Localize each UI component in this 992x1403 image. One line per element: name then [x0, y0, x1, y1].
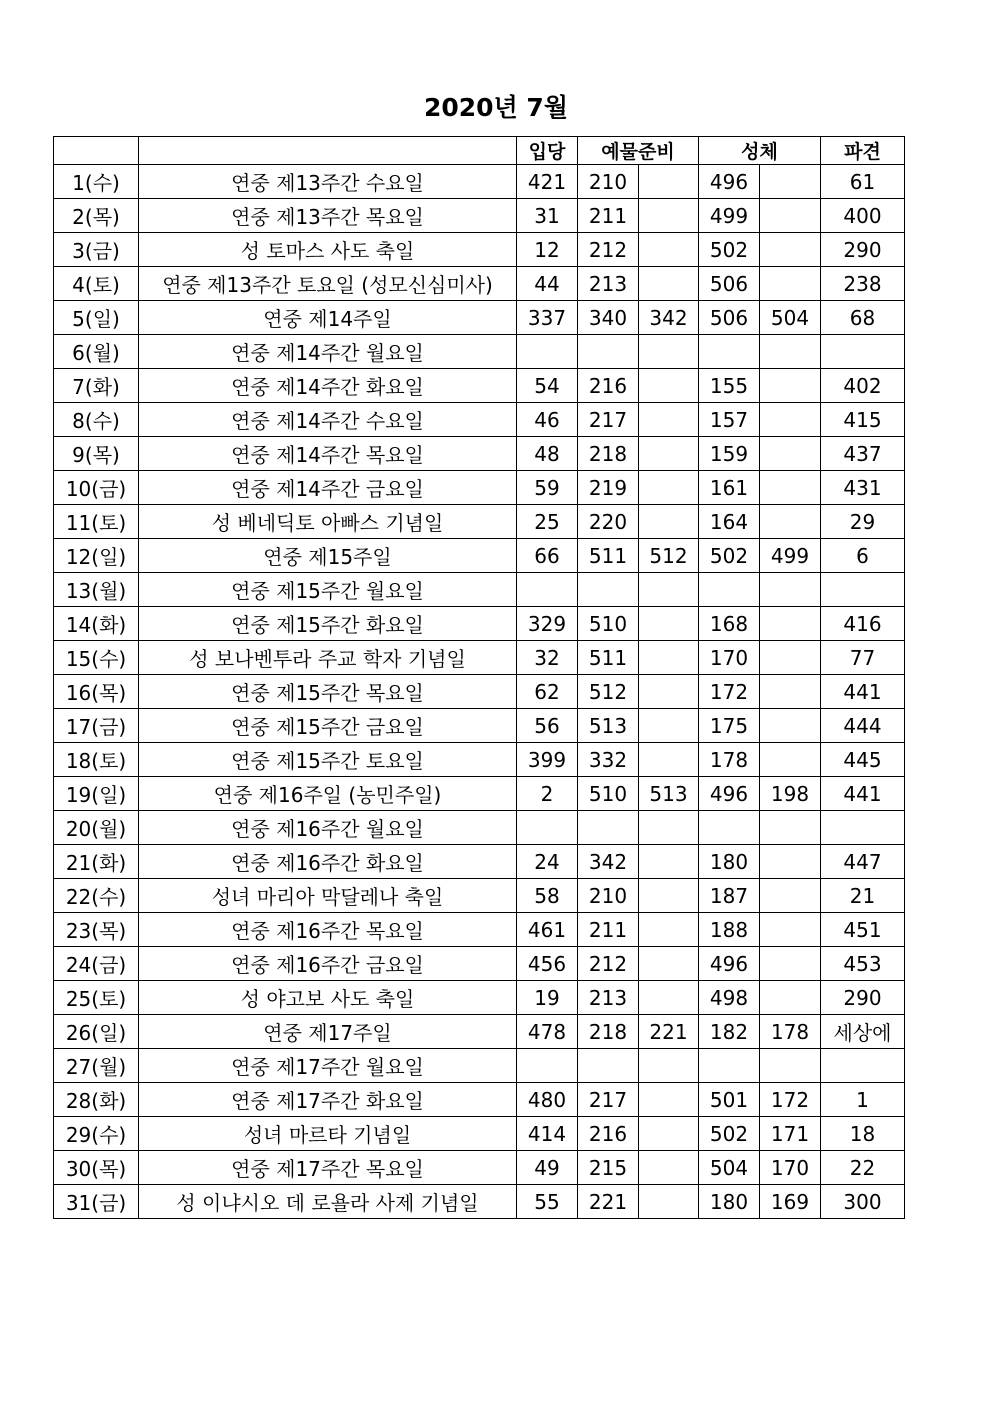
- table-row: [54, 811, 905, 845]
- table-row: [54, 335, 905, 369]
- dismissal-cell: 451: [821, 913, 905, 947]
- communion-cell-1: 506: [699, 267, 760, 301]
- communion-cell-2: 170: [760, 1151, 821, 1185]
- name-cell: 성녀 마르타 기념일: [139, 1117, 517, 1151]
- name-cell: 연중 제13주간 토요일 (성모신심미사): [139, 267, 517, 301]
- table-row: [54, 539, 905, 573]
- day-cell: 2(목): [54, 199, 139, 233]
- communion-cell-2: [760, 947, 821, 981]
- communion-cell-2: [760, 369, 821, 403]
- dismissal-cell: 453: [821, 947, 905, 981]
- day-cell: 8(수): [54, 403, 139, 437]
- offertory-cell-1: 210: [578, 165, 639, 199]
- table-row: [54, 641, 905, 675]
- offertory-cell-1: 220: [578, 505, 639, 539]
- name-cell: 연중 제14주간 수요일: [139, 403, 517, 437]
- table-row: [54, 573, 905, 607]
- table-row: [54, 165, 905, 199]
- day-cell: 16(목): [54, 675, 139, 709]
- name-cell: 성 토마스 사도 축일: [139, 233, 517, 267]
- offertory-cell-1: 216: [578, 369, 639, 403]
- table-row: [54, 471, 905, 505]
- communion-cell-2: [760, 233, 821, 267]
- offertory-cell-2: [639, 573, 699, 607]
- dismissal-cell: 402: [821, 369, 905, 403]
- day-cell: 9(목): [54, 437, 139, 471]
- name-cell: 연중 제15주간 월요일: [139, 573, 517, 607]
- day-cell: 15(수): [54, 641, 139, 675]
- day-cell: 25(토): [54, 981, 139, 1015]
- table-row: [54, 505, 905, 539]
- communion-cell-2: [760, 845, 821, 879]
- name-cell: 연중 제17주일: [139, 1015, 517, 1049]
- entrance-cell: 25: [517, 505, 578, 539]
- offertory-cell-2: [639, 981, 699, 1015]
- communion-cell-1: [699, 335, 760, 369]
- entrance-cell: 59: [517, 471, 578, 505]
- dismissal-cell: 416: [821, 607, 905, 641]
- communion-cell-2: [760, 471, 821, 505]
- header-day: [54, 137, 139, 165]
- table-row: [54, 845, 905, 879]
- entrance-cell: [517, 1049, 578, 1083]
- entrance-cell: 399: [517, 743, 578, 777]
- day-cell: 26(일): [54, 1015, 139, 1049]
- name-cell: 연중 제16주간 월요일: [139, 811, 517, 845]
- communion-cell-2: 499: [760, 539, 821, 573]
- dismissal-cell: 437: [821, 437, 905, 471]
- header-dismissal: 파견: [821, 137, 905, 165]
- communion-cell-1: [699, 573, 760, 607]
- offertory-cell-2: [639, 165, 699, 199]
- communion-cell-1: 498: [699, 981, 760, 1015]
- entrance-cell: 55: [517, 1185, 578, 1219]
- offertory-cell-2: [639, 1185, 699, 1219]
- table-row: [54, 369, 905, 403]
- day-cell: 11(토): [54, 505, 139, 539]
- entrance-cell: 62: [517, 675, 578, 709]
- name-cell: 연중 제15주간 토요일: [139, 743, 517, 777]
- offertory-cell-1: 213: [578, 267, 639, 301]
- name-cell: 연중 제14주간 금요일: [139, 471, 517, 505]
- dismissal-cell: 22: [821, 1151, 905, 1185]
- offertory-cell-1: [578, 811, 639, 845]
- day-cell: 17(금): [54, 709, 139, 743]
- offertory-cell-1: [578, 1049, 639, 1083]
- offertory-cell-1: 510: [578, 607, 639, 641]
- communion-cell-1: 164: [699, 505, 760, 539]
- offertory-cell-2: [639, 641, 699, 675]
- table-row: [54, 675, 905, 709]
- table-row: [54, 1015, 905, 1049]
- entrance-cell: 58: [517, 879, 578, 913]
- table-row: [54, 607, 905, 641]
- entrance-cell: 56: [517, 709, 578, 743]
- offertory-cell-1: 342: [578, 845, 639, 879]
- offertory-cell-2: 342: [639, 301, 699, 335]
- name-cell: 연중 제16주간 화요일: [139, 845, 517, 879]
- offertory-cell-1: 213: [578, 981, 639, 1015]
- day-cell: 6(월): [54, 335, 139, 369]
- dismissal-cell: 77: [821, 641, 905, 675]
- offertory-cell-1: 332: [578, 743, 639, 777]
- day-cell: 21(화): [54, 845, 139, 879]
- header-offertory: 예물준비: [578, 137, 699, 165]
- communion-cell-2: 504: [760, 301, 821, 335]
- offertory-cell-2: [639, 369, 699, 403]
- communion-cell-2: [760, 675, 821, 709]
- dismissal-cell: 415: [821, 403, 905, 437]
- table-row: [54, 981, 905, 1015]
- communion-cell-2: [760, 573, 821, 607]
- offertory-cell-1: 513: [578, 709, 639, 743]
- entrance-cell: 461: [517, 913, 578, 947]
- name-cell: 연중 제15주간 금요일: [139, 709, 517, 743]
- communion-cell-1: [699, 811, 760, 845]
- communion-cell-2: [760, 267, 821, 301]
- day-cell: 10(금): [54, 471, 139, 505]
- communion-cell-1: 170: [699, 641, 760, 675]
- communion-cell-2: [760, 165, 821, 199]
- table-row: [54, 947, 905, 981]
- communion-cell-2: [760, 981, 821, 1015]
- dismissal-cell: 61: [821, 165, 905, 199]
- table-row: [54, 403, 905, 437]
- entrance-cell: 48: [517, 437, 578, 471]
- offertory-cell-2: [639, 1049, 699, 1083]
- dismissal-cell: 431: [821, 471, 905, 505]
- table-row: [54, 879, 905, 913]
- offertory-cell-1: 218: [578, 437, 639, 471]
- dismissal-cell: 447: [821, 845, 905, 879]
- name-cell: 성 보나벤투라 주교 학자 기념일: [139, 641, 517, 675]
- dismissal-cell: 444: [821, 709, 905, 743]
- day-cell: 7(화): [54, 369, 139, 403]
- communion-cell-2: [760, 913, 821, 947]
- dismissal-cell: 1: [821, 1083, 905, 1117]
- dismissal-cell: [821, 1049, 905, 1083]
- entrance-cell: 44: [517, 267, 578, 301]
- offertory-cell-2: 513: [639, 777, 699, 811]
- entrance-cell: 480: [517, 1083, 578, 1117]
- offertory-cell-2: [639, 1083, 699, 1117]
- offertory-cell-2: [639, 267, 699, 301]
- offertory-cell-1: 511: [578, 539, 639, 573]
- name-cell: 성녀 마리아 막달레나 축일: [139, 879, 517, 913]
- name-cell: 성 야고보 사도 축일: [139, 981, 517, 1015]
- entrance-cell: 456: [517, 947, 578, 981]
- entrance-cell: 46: [517, 403, 578, 437]
- entrance-cell: 414: [517, 1117, 578, 1151]
- day-cell: 13(월): [54, 573, 139, 607]
- communion-cell-2: 171: [760, 1117, 821, 1151]
- entrance-cell: 12: [517, 233, 578, 267]
- offertory-cell-2: [639, 233, 699, 267]
- day-cell: 24(금): [54, 947, 139, 981]
- dismissal-cell: 441: [821, 675, 905, 709]
- dismissal-cell: [821, 811, 905, 845]
- offertory-cell-1: 217: [578, 1083, 639, 1117]
- entrance-cell: [517, 573, 578, 607]
- name-cell: 연중 제15주간 목요일: [139, 675, 517, 709]
- header-communion: 성체: [699, 137, 821, 165]
- entrance-cell: 2: [517, 777, 578, 811]
- offertory-cell-1: 212: [578, 233, 639, 267]
- entrance-cell: 19: [517, 981, 578, 1015]
- communion-cell-1: 159: [699, 437, 760, 471]
- communion-cell-1: 157: [699, 403, 760, 437]
- name-cell: 연중 제17주간 화요일: [139, 1083, 517, 1117]
- communion-cell-1: 172: [699, 675, 760, 709]
- communion-cell-2: [760, 607, 821, 641]
- communion-cell-2: 198: [760, 777, 821, 811]
- name-cell: 연중 제14주간 목요일: [139, 437, 517, 471]
- dismissal-cell: 6: [821, 539, 905, 573]
- communion-cell-2: 169: [760, 1185, 821, 1219]
- page-title: 2020년 7월: [424, 93, 568, 122]
- name-cell: 연중 제14주간 월요일: [139, 335, 517, 369]
- offertory-cell-2: [639, 505, 699, 539]
- offertory-cell-1: 511: [578, 641, 639, 675]
- day-cell: 14(화): [54, 607, 139, 641]
- day-cell: 5(일): [54, 301, 139, 335]
- communion-cell-1: [699, 1049, 760, 1083]
- offertory-cell-1: 340: [578, 301, 639, 335]
- table-row: [54, 437, 905, 471]
- dismissal-cell: 29: [821, 505, 905, 539]
- offertory-cell-2: 221: [639, 1015, 699, 1049]
- communion-cell-2: [760, 505, 821, 539]
- offertory-cell-2: [639, 403, 699, 437]
- communion-cell-1: 501: [699, 1083, 760, 1117]
- table-row: [54, 233, 905, 267]
- header-name: [139, 137, 517, 165]
- offertory-cell-2: [639, 1151, 699, 1185]
- dismissal-cell: 68: [821, 301, 905, 335]
- offertory-cell-2: [639, 607, 699, 641]
- table-row: [54, 267, 905, 301]
- offertory-cell-2: [639, 471, 699, 505]
- dismissal-cell: 238: [821, 267, 905, 301]
- offertory-cell-2: [639, 335, 699, 369]
- entrance-cell: 329: [517, 607, 578, 641]
- offertory-cell-1: 510: [578, 777, 639, 811]
- communion-cell-2: [760, 709, 821, 743]
- offertory-cell-2: [639, 199, 699, 233]
- offertory-cell-1: 211: [578, 199, 639, 233]
- offertory-cell-1: 219: [578, 471, 639, 505]
- name-cell: 연중 제16주간 목요일: [139, 913, 517, 947]
- name-cell: 연중 제16주일 (농민주일): [139, 777, 517, 811]
- entrance-cell: 31: [517, 199, 578, 233]
- communion-cell-2: [760, 641, 821, 675]
- day-cell: 27(월): [54, 1049, 139, 1083]
- communion-cell-1: 180: [699, 845, 760, 879]
- table-row: [54, 913, 905, 947]
- day-cell: 18(토): [54, 743, 139, 777]
- communion-cell-2: [760, 1049, 821, 1083]
- offertory-cell-2: [639, 845, 699, 879]
- day-cell: 20(월): [54, 811, 139, 845]
- name-cell: 연중 제15주간 화요일: [139, 607, 517, 641]
- table-row: [54, 743, 905, 777]
- communion-cell-2: [760, 335, 821, 369]
- dismissal-cell: [821, 573, 905, 607]
- communion-cell-2: [760, 879, 821, 913]
- dismissal-cell: 400: [821, 199, 905, 233]
- offertory-cell-1: 216: [578, 1117, 639, 1151]
- communion-cell-2: [760, 199, 821, 233]
- offertory-cell-2: [639, 811, 699, 845]
- entrance-cell: 54: [517, 369, 578, 403]
- offertory-cell-1: 512: [578, 675, 639, 709]
- table-row: [54, 301, 905, 335]
- dismissal-cell: 세상에: [821, 1015, 905, 1049]
- communion-cell-1: 502: [699, 1117, 760, 1151]
- communion-cell-1: 496: [699, 165, 760, 199]
- dismissal-cell: 18: [821, 1117, 905, 1151]
- day-cell: 22(수): [54, 879, 139, 913]
- communion-cell-2: [760, 811, 821, 845]
- offertory-cell-1: 212: [578, 947, 639, 981]
- offertory-cell-1: 217: [578, 403, 639, 437]
- communion-cell-1: 499: [699, 199, 760, 233]
- name-cell: 연중 제13주간 목요일: [139, 199, 517, 233]
- communion-cell-1: 506: [699, 301, 760, 335]
- table-row: [54, 199, 905, 233]
- communion-cell-2: 178: [760, 1015, 821, 1049]
- day-cell: 4(토): [54, 267, 139, 301]
- entrance-cell: [517, 335, 578, 369]
- communion-cell-1: 502: [699, 233, 760, 267]
- communion-cell-1: 155: [699, 369, 760, 403]
- entrance-cell: 337: [517, 301, 578, 335]
- table-row: [54, 709, 905, 743]
- entrance-cell: 32: [517, 641, 578, 675]
- communion-cell-1: 178: [699, 743, 760, 777]
- offertory-cell-1: 218: [578, 1015, 639, 1049]
- header-entrance: 입당: [517, 137, 578, 165]
- day-cell: 31(금): [54, 1185, 139, 1219]
- offertory-cell-2: [639, 437, 699, 471]
- communion-cell-1: 187: [699, 879, 760, 913]
- communion-cell-1: 175: [699, 709, 760, 743]
- day-cell: 1(수): [54, 165, 139, 199]
- table-row: [54, 1117, 905, 1151]
- dismissal-cell: 300: [821, 1185, 905, 1219]
- offertory-cell-1: [578, 335, 639, 369]
- communion-cell-1: 180: [699, 1185, 760, 1219]
- entrance-cell: 49: [517, 1151, 578, 1185]
- name-cell: 연중 제16주간 금요일: [139, 947, 517, 981]
- day-cell: 3(금): [54, 233, 139, 267]
- offertory-cell-2: [639, 743, 699, 777]
- communion-cell-2: 172: [760, 1083, 821, 1117]
- communion-cell-1: 496: [699, 947, 760, 981]
- name-cell: 연중 제17주간 월요일: [139, 1049, 517, 1083]
- communion-cell-2: [760, 437, 821, 471]
- communion-cell-1: 182: [699, 1015, 760, 1049]
- offertory-cell-2: [639, 709, 699, 743]
- dismissal-cell: 441: [821, 777, 905, 811]
- hymn-schedule-table: [53, 136, 905, 1219]
- communion-cell-1: 504: [699, 1151, 760, 1185]
- communion-cell-2: [760, 403, 821, 437]
- table-row: [54, 1083, 905, 1117]
- offertory-cell-2: [639, 947, 699, 981]
- name-cell: 성 이냐시오 데 로욜라 사제 기념일: [139, 1185, 517, 1219]
- day-cell: 28(화): [54, 1083, 139, 1117]
- communion-cell-1: 496: [699, 777, 760, 811]
- offertory-cell-2: [639, 913, 699, 947]
- communion-cell-2: [760, 743, 821, 777]
- offertory-cell-2: [639, 879, 699, 913]
- name-cell: 연중 제15주일: [139, 539, 517, 573]
- offertory-cell-1: 211: [578, 913, 639, 947]
- day-cell: 12(일): [54, 539, 139, 573]
- table-row: [54, 1049, 905, 1083]
- table-row: [54, 1151, 905, 1185]
- dismissal-cell: [821, 335, 905, 369]
- name-cell: 연중 제14주일: [139, 301, 517, 335]
- dismissal-cell: 445: [821, 743, 905, 777]
- day-cell: 29(수): [54, 1117, 139, 1151]
- entrance-cell: 478: [517, 1015, 578, 1049]
- dismissal-cell: 290: [821, 233, 905, 267]
- offertory-cell-2: 512: [639, 539, 699, 573]
- offertory-cell-2: [639, 1117, 699, 1151]
- offertory-cell-1: 221: [578, 1185, 639, 1219]
- table-row: [54, 777, 905, 811]
- entrance-cell: 24: [517, 845, 578, 879]
- table-header-row: [54, 137, 905, 165]
- day-cell: 23(목): [54, 913, 139, 947]
- entrance-cell: 66: [517, 539, 578, 573]
- name-cell: 연중 제17주간 목요일: [139, 1151, 517, 1185]
- name-cell: 성 베네딕토 아빠스 기념일: [139, 505, 517, 539]
- communion-cell-1: 168: [699, 607, 760, 641]
- entrance-cell: [517, 811, 578, 845]
- communion-cell-1: 188: [699, 913, 760, 947]
- offertory-cell-1: 210: [578, 879, 639, 913]
- day-cell: 30(목): [54, 1151, 139, 1185]
- name-cell: 연중 제13주간 수요일: [139, 165, 517, 199]
- dismissal-cell: 290: [821, 981, 905, 1015]
- name-cell: 연중 제14주간 화요일: [139, 369, 517, 403]
- table-row: [54, 1185, 905, 1219]
- offertory-cell-1: [578, 573, 639, 607]
- entrance-cell: 421: [517, 165, 578, 199]
- offertory-cell-1: 215: [578, 1151, 639, 1185]
- communion-cell-1: 161: [699, 471, 760, 505]
- offertory-cell-2: [639, 675, 699, 709]
- dismissal-cell: 21: [821, 879, 905, 913]
- day-cell: 19(일): [54, 777, 139, 811]
- communion-cell-1: 502: [699, 539, 760, 573]
